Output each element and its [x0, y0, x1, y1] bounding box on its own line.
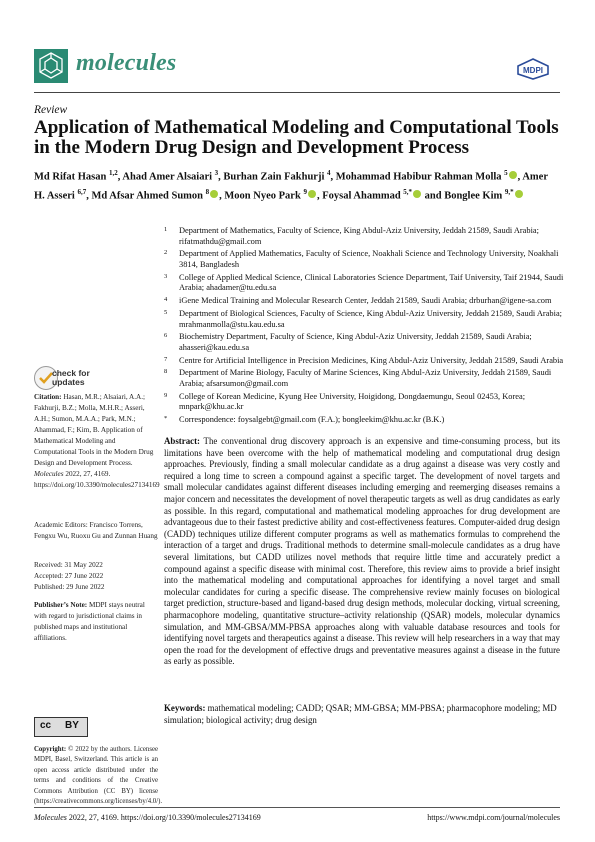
affiliation-item [164, 226, 564, 247]
footer-citation: Molecules 2022, 27, 4169. https://doi.org/10.3390/molecules27134169 [34, 813, 261, 822]
publishers-note: Publisher’s Note: MDPI stays neutral with regard to jurisdictional claims in published maps and institutional affiliations. [34, 601, 145, 642]
affiliation-text: iGene Medical Training and Molecular Research Center, Jeddah 21589, Saudi Arabia; drburhan@igene-sa.com [179, 296, 552, 306]
affiliation-number: 4 [164, 296, 168, 304]
footer-rule [34, 807, 560, 808]
header-rule [34, 92, 560, 93]
affiliation-number: 8 [164, 368, 168, 376]
author-affiliation-marker: 8 [205, 188, 210, 196]
affiliation-number: 7 [164, 355, 168, 363]
author-name: Ahad Amer Alsaiari [122, 171, 213, 183]
affiliation-text: Department of Marine Biology, Faculty of Marine Sciences, King Abdul-Aziz University, Jeddah 21589, Saudi Arabia; afsarsumon@gmail.com [179, 368, 552, 389]
affiliation-number: 1 [164, 226, 168, 233]
affiliation-item [164, 296, 564, 307]
affiliation-text: Department of Biological Sciences, Faculty of Science, King Abdul-Aziz University, Jeddah 21589, Saudi Arabia; mrahmanmolla@stu.kau.edu.sa [179, 308, 562, 329]
article-type: Review [34, 104, 68, 116]
orcid-icon[interactable] [515, 190, 523, 198]
affiliation-text: Centre for Artificial Intelligence in Precision Medicines, King Abdul-Aziz University, Jeddah 21589, Saudi Arabia [179, 355, 564, 365]
affiliation-item [164, 368, 564, 389]
author-affiliation-marker: 4 [327, 169, 331, 177]
academic-editors: Academic Editors: Francisco Torrens, Fengxu Wu, Ruoxu Gu and Zunnan Huang [34, 521, 158, 540]
orcid-icon[interactable] [210, 190, 218, 198]
abstract: Abstract: The conventional drug discovery approach is an expensive and time-consuming process, but its limitations have been overcome with the help of mathematical modeling and computational drug design approaches. Previously, finding a small molecular candidate as a drug against a disease was very costly and required a long time to screen a compound against a specific target. The development of novel targets and small molecular candidates against different diseases including emerging and reemerging diseases remains a major concern and necessitates the development of novel therapeutic targets as well as drug candidates as early as possible. In this regard, computational and mathematical modeling approaches for drug development are advantageous due to their fastest predictive ability and cost-effectiveness features. Computer-aided drug design (CADD) techniques utilize different computer programs as well as mathematics formulas to comprehend the interaction of a target and drugs. Traditional methods to determine small-molecule candidates as a drug have several limitations, but CADD utilizes novel methods that require little time and accurately predict a compound against a specific disease with minimal cost. Therefore, this review aims to provide a brief insight into the mathematical modeling and computational approaches for identifying a novel target and small molecular candidates for curing a specific disease. The comprehensive review mainly focuses on biological target prediction, structure-based and ligand-based drug design methods, molecular docking, virtual screening, pharmacophore modeling, quantitative structure–activity relationship (QSAR) models, molecular dynamics simulation, and MM-GBSA/MM-PBSA approaches along with valuable database resources and tools for identifying novel targets and therapeutics against a disease. This review will help researchers in a way that may open the road for the development of effective drugs and preventative measures against a disease in the future as early as possible. [164, 436, 560, 667]
affiliation-item [164, 392, 564, 413]
affiliation-number: 2 [164, 249, 168, 257]
author-affiliation-marker: 5 [504, 169, 508, 177]
svg-text:MDPI: MDPI [523, 66, 543, 75]
affiliation-item [164, 309, 564, 330]
page-footer [34, 813, 560, 822]
orcid-icon[interactable] [413, 190, 421, 198]
journal-name: molecules [76, 50, 177, 76]
affiliation-number: 6 [164, 332, 168, 340]
cc-by-license-icon[interactable]: cc BY [34, 717, 88, 737]
affiliation-item [164, 356, 564, 367]
affiliation-text: Department of Applied Mathematics, Faculty of Science, Noakhali Science and Technology University, Noakhali 3814, Bangladesh [179, 249, 559, 269]
author-affiliation-marker: 5,* [403, 188, 413, 196]
author-name: Foysal Ahammad [322, 190, 401, 202]
affiliation-text: College of Applied Medical Science, Clinical Laboratories Science Department, Taif University, Taif 21944, Saudi Arabia; ahadamer@tu.edu.sa [179, 272, 564, 293]
author-affiliation-marker: 9,* [504, 188, 514, 196]
copyright-notice: Copyright: © 2022 by the authors. Licensee MDPI, Basel, Switzerland. This article is an open access article distributed under the terms and conditions of the Creative Commons Attribution (CC BY) license (https://creativecommons.org/licenses/by/4.0/). [34, 746, 163, 806]
author-name: Md Rifat Hasan [34, 171, 107, 183]
author-affiliation-marker: 1,2 [108, 169, 118, 177]
citation-block: Citation: Hasan, M.R.; Alsaiari, A.A.; Fakhurji, B.Z.; Molla, M.H.R.; Asseri, A.H.; Sumon, M.A.A.; Park, M.N.; Ahammad, F.; Kim, B. Application of Mathematical Modeling and Computational Tools in the Modern Drug Design and Development Process. Molecules 2022, 27, 4169. https://doi.org/10.3390/molecules27134169 [34, 393, 160, 489]
author-name: Mohammad Habibur Rahman Molla [335, 171, 502, 183]
affiliation-item [164, 273, 564, 294]
affiliation-text: Department of Mathematics, Faculty of Science, King Abdul-Aziz University, Jeddah 21589, Saudi Arabia; rifatmathdu@gmail.com [179, 226, 539, 246]
affiliation-number: * [164, 415, 168, 423]
author-name: Burhan Zain Fakhurji [223, 171, 325, 183]
journal-logo-icon [34, 49, 68, 83]
paper-title: Application of Mathematical Modeling and Computational Tools in the Modern Drug Design and Development Process [34, 117, 559, 158]
orcid-icon[interactable] [509, 171, 517, 179]
author-name: and Bonglee Kim [424, 190, 503, 202]
affiliation-item [164, 332, 564, 353]
mdpi-logo-icon [516, 58, 550, 80]
keywords: Keywords: mathematical modeling; CADD; QSAR; MM-GBSA; MM-PBSA; pharmacophore modeling; MD simulation; biological activity; drug design [164, 703, 557, 725]
orcid-icon[interactable] [308, 190, 316, 198]
affiliation-number: 3 [164, 272, 168, 280]
article-dates: Received: 31 May 2022 Accepted: 27 June 2022 Published: 29 June 2022 [34, 561, 105, 591]
affiliation-item [164, 415, 564, 426]
affiliation-text: Correspondence: foysalgebt@gmail.com (F.A.); bongleekim@khu.ac.kr (B.K.) [179, 415, 445, 425]
footer-journal-link[interactable]: https://www.mdpi.com/journal/molecules [427, 813, 560, 822]
author-name: Md Afsar Ahmed Sumon [91, 190, 204, 202]
author-name: Moon Nyeo Park [224, 190, 301, 202]
author-affiliation-marker: 6,7 [77, 188, 87, 196]
author-affiliation-marker: 9 [303, 188, 307, 196]
affiliation-number: 5 [164, 308, 168, 316]
author-name: Amer H. Asseri [34, 171, 548, 202]
affiliation-item [164, 249, 564, 270]
affiliation-list [164, 226, 564, 428]
affiliation-text: Biochemistry Department, Faculty of Science, King Abdul-Aziz University, Jeddah 21589, Saudi Arabia; ahasseri@kau.edu.sa [179, 332, 532, 352]
author-list: Md Rifat Hasan $^{1,2}$, Ahad Amer Alsaiari $^3$, Burhan Zain Fakhurji $^4$, Mohammad Habibur Rahman Molla $^5$ , Amer H. Asseri $^{6,7}$, Md Afsar Ahmed Sumon $^8$ , Moon Nyeo Park $^9$ , Foysal Ahammad $^{5,*}$ and Bonglee Kim $^{9,*}$ [34, 169, 548, 202]
affiliation-number: 9 [164, 391, 168, 399]
check-updates-label: check for updates [52, 368, 90, 387]
affiliation-text: College of Korean Medicine, Kyung Hee University, Hoigidong, Dongdaemungu, Seoul 02453, Korea; mnpark@khu.ac.kr [179, 391, 526, 412]
author-affiliation-marker: 3 [214, 169, 219, 177]
